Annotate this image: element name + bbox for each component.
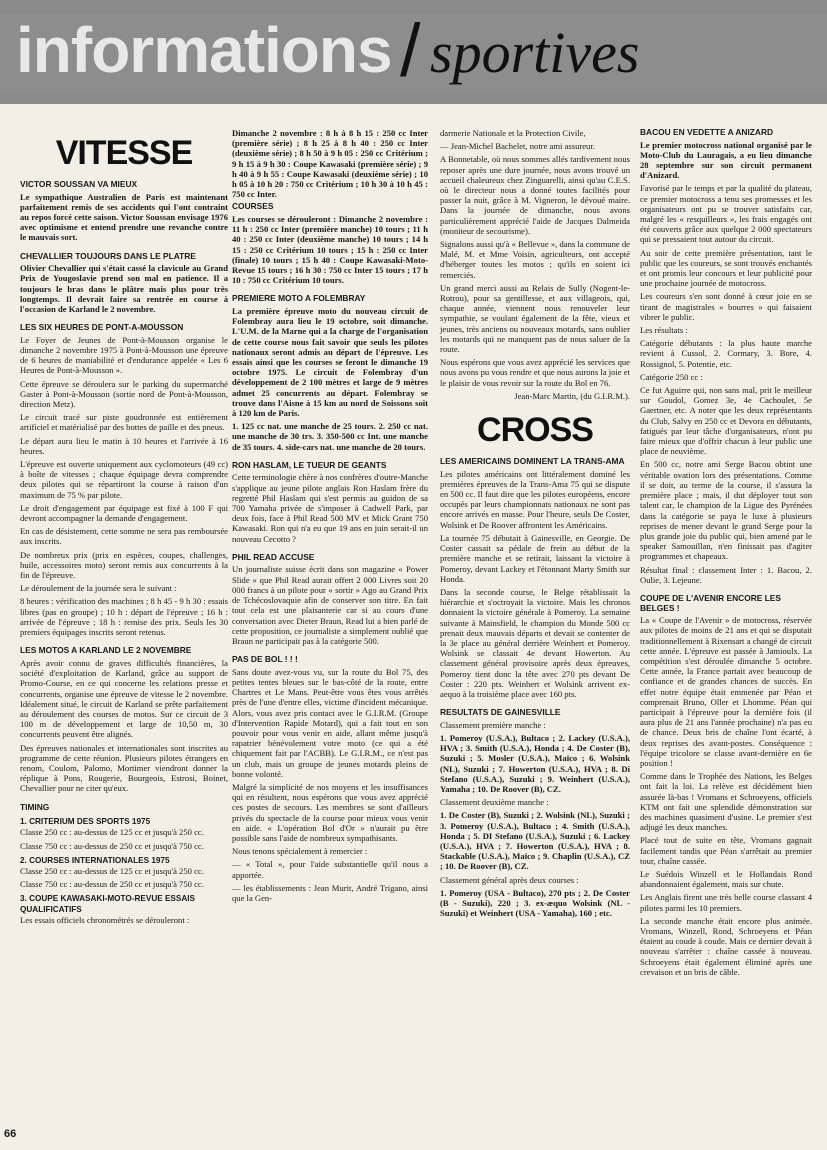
banner-subtitle: sportives <box>430 20 640 85</box>
article-text: Un grand merci aussi au Relais de Sully (Nogent-le-Rotrou), pour sa gentillesse, et aux villageois, qui, chaque année, viennent nous renouveler leur sympathie, se voulant également de la fête, vieux et jeunes, très anciens ou nouveaux motards, sans oublier les motards qui ne manquent pas de nous saluer de la route. <box>440 282 630 355</box>
results-text: 1. De Coster (B), Suzuki ; 2. Wolsink (NL), Suzuki ; 3. Pomeroy (U.S.A.), Bultaco ; 4. Smith (U.S.A.), Honda ; 5. DI Stefano (U.S.A.), Suzuki ; 6. Lackey (U.S.A.), HVA ; 7. Howerton (U.S.A.), HVA ; 8. Stackable (U.S.A.), Maïco ; 9. Chaplin (U.S.A.), CZ ; 10. De Roover (B), CZ. <box>440 810 630 872</box>
article-text: Le départ aura lieu le matin à 10 heures et l'arrivée à 16 heures. <box>20 435 228 456</box>
article-text: Classe 750 cc : au-dessus de 250 cc et jusqu'à 750 cc. <box>20 879 204 890</box>
article-text: Les résultats : <box>640 325 688 336</box>
article-text: Classe 250 cc : au-dessus de 125 cc et jusqu'à 250 cc. <box>20 865 204 876</box>
article-text: — Jean-Michel Bachelet, notre ami assureur. <box>440 141 595 152</box>
article-text: De nombreux prix (prix en espèces, coupes, challenges, huile, accessoires moto) seront remis aux concurrents à la fin de l'épreuve. <box>20 549 228 581</box>
article-text: Placé tout de suite en tête, Vromans gagnait facilement tandis que Péan s'arrêtait au premier tour, chaîne cassée. <box>640 835 812 866</box>
article-text: Olivier Chevallier qui s'était cassé la clavicule au Grand Prix de Yougoslavie prend son mal en patience. Il a toujours le bras dans le plâtre mais plus pour très longtemps. Il devrait faire sa rentrée en course à l'occasion de Karland le 2 novembre. <box>20 263 228 315</box>
article-text: Cette terminologie chère à nos confrères d'outre-Manche s'applique au jeune pilote anglais Ron Haslam frère du regretté Phil Haslam qui s'est permis au guidon de sa 700 Yamaha privée de s'imposer à Cadwell Park, par deux fois, face à Phil Read 500 MV et Mick Grant 750 Kawasaki. Ron qui n'a eu que 19 ans en juin serait-il un nouveau Cecotto ? <box>232 472 428 544</box>
article-text: Classe 750 cc : au-dessus de 250 cc et jusqu'à 750 cc. <box>20 840 204 851</box>
article-text: Le Foyer de Jeunes de Pont-à-Mousson organise le dimanche 2 novembre 1975 à Pont-à-Mousson une épreuve de 6 heures de maniabilité et d'endurance appelée « Les 6 Heures de Pont-à-Mousson ». <box>20 334 228 376</box>
article-text: A Bonnetable, où nous sommes allés tardivement nous reposer après une dure journée, nous avons trouvé un accueil chaleureux chez Zinguarelli, ainsi qu'au C.E.S. où le directeur nous a donné toutes facilités pour passer la nuit, grâce à M. Vigneron, le dévoué maire. Dans la journée de dimanche, nous avons particulièrement apprécié l'aide de Jacques Dalmeida (moniteur de secourisme). <box>440 154 630 236</box>
article-heading: PHIL READ ACCUSE <box>232 551 315 562</box>
article-text: Résultat final : classement Inter : 1. Bacou, 2. Oulie, 3. Lejeune. <box>640 564 812 585</box>
article-text: Nous tenons spécialement à remercier : <box>232 846 368 857</box>
timing-subheading: 1. CRITERIUM DES SPORTS 1975 <box>20 817 151 827</box>
article-heading: CHEVALLIER TOUJOURS DANS LE PLATRE <box>20 250 196 261</box>
article-text: En cas de désistement, cette somme ne sera pas remboursée aux inscrits. <box>20 526 228 547</box>
article-heading: VICTOR SOUSSAN VA MIEUX <box>20 179 138 189</box>
article-heading: PREMIERE MOTO A FOLEMBRAY <box>232 293 366 304</box>
article-text: Favorisé par le temps et par la qualité du plateau, ce premier motocross a tenu ses promesses et les organisateurs ont pu se trouver satisfaits car, malgré les « resquilleurs », les frais engagés ont été couverts grâce aux quelque 2 000 spectateurs qui se pressaient tout autour du circuit. <box>640 183 812 245</box>
article-heading: LES SIX HEURES DE PONT-A-MOUSSON <box>20 322 184 333</box>
section-banner <box>0 0 827 104</box>
article-text: Les Anglais firent une très belle course classant 4 pilotes parmi les 10 premiers. <box>640 892 812 913</box>
results-text: 1. Pomeroy (U.S.A.), Bultaco ; 2. Lackey (U.S.A.), HVA ; 3. Smith (U.S.A.), Honda ; 4. De Coster (B), Suzuki ; 5. Mosler (U.S.A.), Maïco ; 6. Wolsink (NL), Suzuki ; 7. Howerton (U.S.A.), HVA ; 8. Di Stefano (U.S.A.), Suzuki ; 9. Weinhert (U.S.A.), Yamaha ; 10. De Roover (B), CZ. <box>440 732 630 794</box>
article-text: — « Total », pour l'aide substantielle qu'il nous a apportée. <box>232 859 428 880</box>
article-text: Les coureurs s'en sont donné à cœur joie en se tirant de magistrales « bourres » qui faisaient vibrer le public. <box>640 291 812 322</box>
banner-title: informations <box>16 14 392 86</box>
column-2 <box>232 128 428 906</box>
column-3 <box>440 128 630 921</box>
timing-subheading: 3. COUPE KAWASAKI-MOTO-REVUE ESSAIS QUALIFICATIFS <box>20 894 195 914</box>
article-text: Sans doute avez-vous vu, sur la route du Bol 75, des petites tentes bleues sur le bas-côté de la route, entre Chartres et Le Mans. Peut-être vous êtes vous arrêtés près de l'une d'entre elles, victime d'incident mécanique. Alors, vous avez pris contact avec le G.I.R.M. (Groupe d'Intervention Rapide Motard), qui a fait tout en son pouvoir pour vous venir en aide, allant même jusqu'à rapatrier bénévolement votre moto (ce qui a été chiquement fait par l'ACBB). Le G.I.R.M., ce n'est pas un club, mais un groupe de jeunes motards pleins de bonne volonté. <box>232 666 428 779</box>
timing-subheading: 2. COURSES INTERNATIONALES 1975 <box>20 855 170 865</box>
article-text: Le sympathique Australien de Paris est maintenant parfaitement remis de ses accidents qui l'ont contraint au repos forcé cette saison. Victor Soussan envisage 1976 avec optimisme et entend prendre une revanche contre le mauvais sort. <box>20 191 228 243</box>
article-text: Classe 250 cc : au-dessus de 125 cc et jusqu'à 250 cc. <box>20 827 204 838</box>
article-text: 8 heures : vérification des machines ; 8 h 45 - 9 h 30 : essais libres (pas en groupe) ; 10 h : départ de l'épreuve ; 16 h : arrivée de l'épreuve ; 18 h : remise des prix. Seuls les 30 premiers équipages inscrits seront retenus. <box>20 596 228 638</box>
article-text: Nous espérons que vous avez apprécié les services que nous avons pu vous rendre et que nous aurons la joie et le plaisir de vous revoir sur la route du Bol en 76. <box>440 357 630 388</box>
article-text: L'épreuve est ouverte uniquement aux cyclomoteurs (49 cc) à boîte de vitesses ; chaque équipage devra comprendre deux pilotes qui se répartiront la course à raison d'un maximum de 75 % par pilote. <box>20 459 228 500</box>
banner-separator: / <box>400 9 421 92</box>
column-1 <box>20 128 228 928</box>
article-text: Comme dans le Trophée des Nations, les Belges ont fait la loi. La relève est décidément bien assurée là-bas ! Vromans et Schroeyens, officiels KTM ont fait une splendide démonstration sur des machines quasiment d'usine. Le premier s'est adjugé les deux manches. <box>640 771 812 833</box>
article-heading: COUPE DE L'AVENIR ENCORE LES BELGES ! <box>640 592 781 613</box>
article-text: La « Coupe de l'Avenir » de motocross, réservée aux pilotes de moins de 21 ans et qui se disputait traditionnellement à Rixensart a changé de circuit cette année. L'épreuve est passée à Jamioulx. La compétition s'est déroulée dimanche 5 octobre. Cette année, la France partait avec beaucoup de confiance et de grandes chances de succès. En effet notre équipe était emmenée par Péan et comprenait Bruno, Oller et Lhomme. Péan qui participait à l'épreuve pour la dernière fois (il aura plus de 21 ans l'année prochaine) n'a pas eu de chance. Deux bris de chaîne l'ont écarté, à deux reprises des avant-postes. Conséquence : l'équipe tricolore se classe avant-dernière en 6e position ! <box>640 615 812 768</box>
article-heading: LES AMERICAINS DOMINENT LA TRANS-AMA <box>440 456 625 467</box>
article-text: Au soir de cette première présentation, tant le public que les coureurs, se sont trouvés enchantés et ont promis leur concours et leur publicité pour une prochaine journée de motocross. <box>640 247 812 289</box>
article-text: Signalons aussi qu'à « Bellevue », dans la commune de Malé, M. et Mme Voisin, agriculteurs, ont accepté d'héberger toutes les motos ; qu'ils en soient ici remerciés. <box>440 239 630 280</box>
article-heading: TIMING <box>20 801 50 812</box>
article-text: — les établissements : Jean Murit, André Trigano, ainsi que la Gen- <box>232 882 428 903</box>
results-label: Classement deuxième manche : <box>440 797 549 808</box>
article-text: Le déroulement de la journée sera le suivant : <box>20 583 177 594</box>
section-title-vitesse: VITESSE <box>55 134 193 172</box>
article-heading: RON HASLAM, LE TUEUR DE GEANTS <box>232 459 387 470</box>
article-text: Cette épreuve se déroulera sur le parking du supermarché Gaster à Pont-à-Mousson (sortie nord de Pont-à-Mousson, direction Metz). <box>20 378 228 410</box>
article-text: Dans la seconde course, le Belge rétablissait la hiérarchie et s'octroyait la victoire. Mais les chronos donnaient la victoire générale à Pomeroy. La semaine suivante à Mainsfield, le champion du Monde 500 cc prenait deux mauvais départs et devait se contenter de la 3e place au général derrière Weinhert et Pomeroy. Wolsink se classait 4e devant Howerton. Au classement général provisoire après deux épreuves, Pomeroy tient donc la tête avec 270 pts devant De Coster : 220 pts. Weinhert et Wolsink arrivent ex-aequo à la troisième place avec 160 pts. <box>440 586 630 699</box>
article-text: La première épreuve moto du nouveau circuit de Folembray aura lieu le 19 octobre, soit dimanche. L'U.M. de la Marne qui a la charge de l'organisation de cette course nous fait savoir que seuls les pilotes nationaux seront admis au départ de l'épreuve. Les essais ainsi que les courses se feront le dimanche 19 octobre 1975. Le circuit de Folembray d'un développement de 2 100 mètres et large de 9 mètres admet 25 concurrents au départ. Folembray se trouve dans l'Aisne à 15 km au nord de Soissons soit à 120 km de Paris. <box>232 306 428 419</box>
article-text: Les essais officiels chronométrés se dérouleront : <box>20 914 190 925</box>
article-text: Le premier motocross national organisé par le Moto-Club du Lauragais, a eu lieu dimanche 28 septembre sur son circuit permanent d'Anizard. <box>640 139 812 181</box>
schedule-text: Les courses se dérouleront : Dimanche 2 novembre : 11 h : 250 cc Inter (première manche) 10 tours ; 11 h 40 : 250 cc Inter (deuxième manche) 10 tours ; 14 h 15 : 250 cc Critérium 10 tours ; 15 h : 250 cc Inter (finale) 10 tours ; 15 h 40 : Coupe Kawasaki-Moto-Revue 15 tours ; 16 h 30 : 750 cc Inter 15 tours ; 17 h 10 : 750 cc Critérium 10 tours. <box>232 214 428 286</box>
article-text: La seconde manche était encore plus animée. Vromans, Winzell, Rond, Schroeyens et Péan étaient au coude à coude. Mais ce dernier devait à nouveau s'arrêter : chaîne cassée à nouveau. Schroeyens était également éliminé après une crevaison et un bris de câble. <box>640 915 812 977</box>
page-number: 66 <box>4 1128 17 1140</box>
article-text: Un journaliste suisse écrit dans son magazine « Power Slide » que Phil Read aurait offert 2 000 Livres soit 20 000 francs à un pilote pour « sortir » Ago au Grand Prix de Tchécoslovaquie afin de conserver son titre. En fait tout cela est une plaisanterie car si au cours d'une conversation avec Dieter Braun, Read lui a bien parlé de cette proposition, ce journaliste a simplement oublié que Braun ne participait pas à la catégorie 500. <box>232 564 428 646</box>
article-signature: Jean-Marc Martin, (du G.I.R.M.). <box>514 390 630 401</box>
article-text: Après avoir connu de graves difficultés financières, la société d'exploitation de Karland, grâce au support de Promo-Course, en ce qui concerne les relations presse et concurrents, organise une épreuve de vitesse le 2 novembre. Idéalement situé, le circuit de Karland se prête parfaitement au déroulement des courses de motos. Sur ce circuit de 3 100 m de développement et large de 10,50 m, 30 concurrents peuvent être alignés. <box>20 657 228 740</box>
results-label: Classement général après deux courses : <box>440 874 579 885</box>
results-text: 1. Pomeroy (USA - Bultaco), 270 pts ; 2. De Coster (B - Suzuki), 220 ; 3. ex-æquo Wolsink (NL - Suzuki) et Weinhert (USA - Yamaha), 160 ; etc. <box>440 887 630 919</box>
article-heading: LES MOTOS A KARLAND LE 2 NOVEMBRE <box>20 645 192 656</box>
article-text: Le Suédois Winzell et le Hollandais Rond abandonnaient également, mais sur chute. <box>640 868 812 890</box>
section-title-cross: CROSS <box>477 411 593 450</box>
article-text: Des épreuves nationales et internationales sont inscrites au programme de cette réunion. Plusieurs pilotes étrangers en renom, Coulom, Palomo, Mortimer viendront donner la réplique à Pons, Rougerie, Bourgeois, Estrosi, Boinet, Chevallier pour ne citer qu'eux. <box>20 742 228 794</box>
article-text: Catégorie débutants : la plus haute marche revient à Cussol, 2. Cormary, 3. Bore, 4. Rossignol, 5. Potentie, etc. <box>640 338 812 369</box>
article-text: Le circuit tracé sur piste goudronnée est entièrement artificiel et matérialisé par des bottes de paille et des pneus. <box>20 412 228 433</box>
article-text: La tournée 75 débutait à Gainesville, en Georgie. De Coster cassait sa pédale de frein au début de la première manche et se retirait, laissant la victoire à Pomeroy, devant Lackey et l'étonnant Marty Smith sur Honda. <box>440 532 630 584</box>
article-text: Malgré la simplicité de nos moyens et les insuffisances qui en résultent, nous espérons que vous avez apprécié ces postes de secours. Les membres se sont d'ailleurs privés du spectacle de la course pour mieux vous venir en aide. « L'opération Bol d'Or » n'aurait pu être possible sans l'aide de nombreux sympathisants. <box>232 781 428 843</box>
article-text: Catégorie 250 cc : <box>640 371 703 382</box>
article-text: darmerie Nationale et la Protection Civile, <box>440 128 586 138</box>
article-text: Le droit d'engagement par équipage est fixé à 100 F qui devront accompagner la demande d'engagement. <box>20 502 228 524</box>
article-text: En 500 cc, notre ami Serge Bacou obtint une véritable ovation lors des présentations. Comme il se doit, au terme de la course, il s'assura la première place ; mais, il dut déployer tout son talent car, le champion de la Ligue des Pyrénées dans la catégorie se paya le luxe à plusieurs reprises de mener devant le grand Serge pour la plus grande joie du public qui, bien amené par le speaker Samouillan, n'en finissait pas d'agiter programmes et chapeaux. <box>640 459 812 562</box>
article-text: 1. 125 cc nat. une manche de 25 tours. 2. 250 cc nat. une manche de 30 trs. 3. 350-500 cc Int. une manche de 35 tours. 4. side-cars nat. une manche de 20 tours. <box>232 421 428 452</box>
results-label: Classement première manche : <box>440 719 546 730</box>
article-heading: RESULTATS DE GAINESVILLE <box>440 707 561 718</box>
article-text: Ce fut Aguirre qui, non sans mal, prit le meilleur sur Goudol, Gomez 3e, 4e Cachoulet, 5e Gaertner, etc. A noter que les deux représentants du Club, Salvy en 250 cc et Devora en débutants, fatigués par leur tâche d'organisateurs, n'ont pu faire mieux que d'offrir chacun à leur public une place de neuvième. <box>640 385 812 457</box>
article-heading: BACOU EN VEDETTE A ANIZARD <box>640 127 774 137</box>
article-text: Les pilotes américains ont littéralement dominé les premières épreuves de la Trans-Ama 75 qui se dispute en 500 cc. Il faut dire que les pilotes européens, encore occupés par leurs championnats nationaux ne sont pas encore arrivés en masse. Pour l'heure, seuls De Coster, Wolsink et De Roover affrontent les Américains. <box>440 468 630 530</box>
schedule-text: Dimanche 2 novembre : 8 h à 8 h 15 : 250 cc Inter (première série) ; 8 h 25 à 8 h 40 : 250 cc Inter (deuxième série) ; 8 h 50 à 9 h 05 : 250 cc Critérium ; 9 h 15 à 9 h 30 : Coupe Kawasaki (première série) ; 9 h 40 à 9 h 55 : Coupe Kawasaki (deuxième série) ; 10 h 05 à 10 h 20 : 750 cc Critérium ; 10 h 30 à 10 h 45 : 750 cc Inter. <box>232 128 428 200</box>
article-heading: COURSES <box>232 201 274 212</box>
column-4 <box>640 128 812 980</box>
article-heading: PAS DE BOL ! ! ! <box>232 654 298 665</box>
